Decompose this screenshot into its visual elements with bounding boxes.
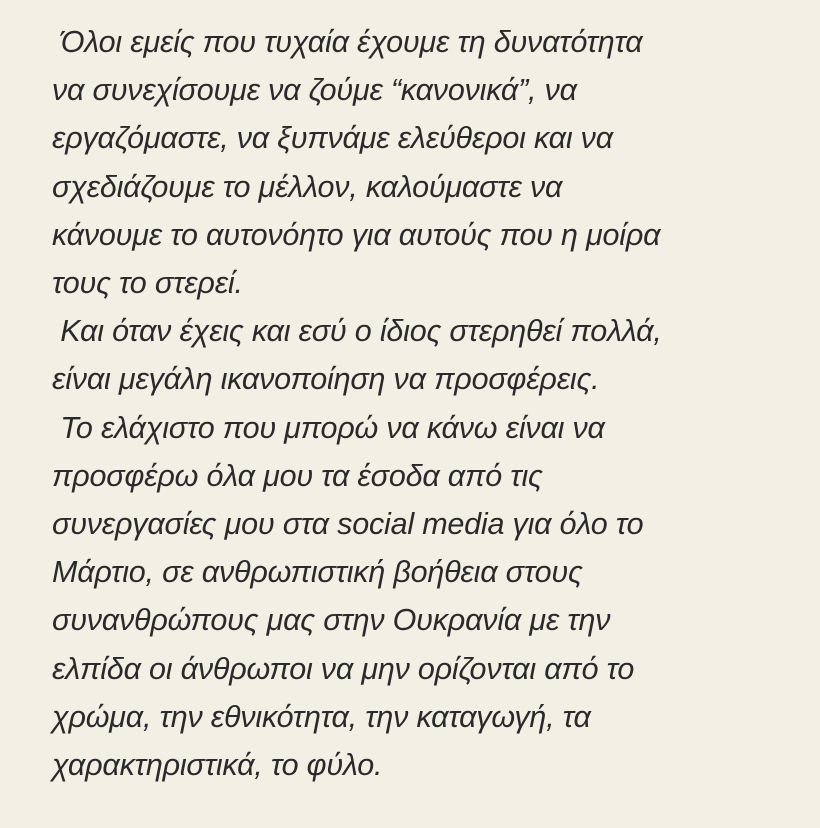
text-line: χρώμα, την εθνικότητα, την καταγωγή, τα [52,699,591,734]
text-line: σχεδιάζουμε το μέλλον, καλούμαστε να [52,169,563,204]
text-line: προσφέρω όλα μου τα έσοδα από τις [52,458,543,493]
text-line: τους το στερεί. [52,266,243,301]
text-line: Το ελάχιστο που μπορώ να κάνω είναι να [52,410,605,445]
text-line: ελπίδα οι άνθρωποι να μην ορίζονται από το [52,651,635,686]
text-line: εργαζόμαστε, να ξυπνάμε ελεύθεροι και να [52,121,613,156]
text-line: συνανθρώπους μας στην Ουκρανία με την [52,603,611,638]
text-line: Μάρτιο, σε ανθρωπιστική βοήθεια στους [52,555,583,590]
text-line: κάνουμε το αυτονόητο για αυτούς που η μοίρα [52,217,661,252]
text-line: Όλοι εμείς που τυχαία έχουμε τη δυνατότητα [52,25,643,59]
text-line: χαρακτηριστικά, το φύλο. [52,748,383,783]
text-line: να συνεχίσουμε να ζούμε “κανονικά”, να [52,73,577,108]
text-line: συνεργασίες μου στα social media για όλο το [52,507,644,542]
paragraph-1 [52,18,800,307]
text-line: Και όταν έχεις και εσύ ο ίδιος στερηθεί πολλά, [52,314,662,349]
paragraph-2 [52,307,800,403]
paragraph-3 [52,404,800,790]
text-line: είναι μεγάλη ικανοποίηση να προσφέρεις. [52,362,600,397]
